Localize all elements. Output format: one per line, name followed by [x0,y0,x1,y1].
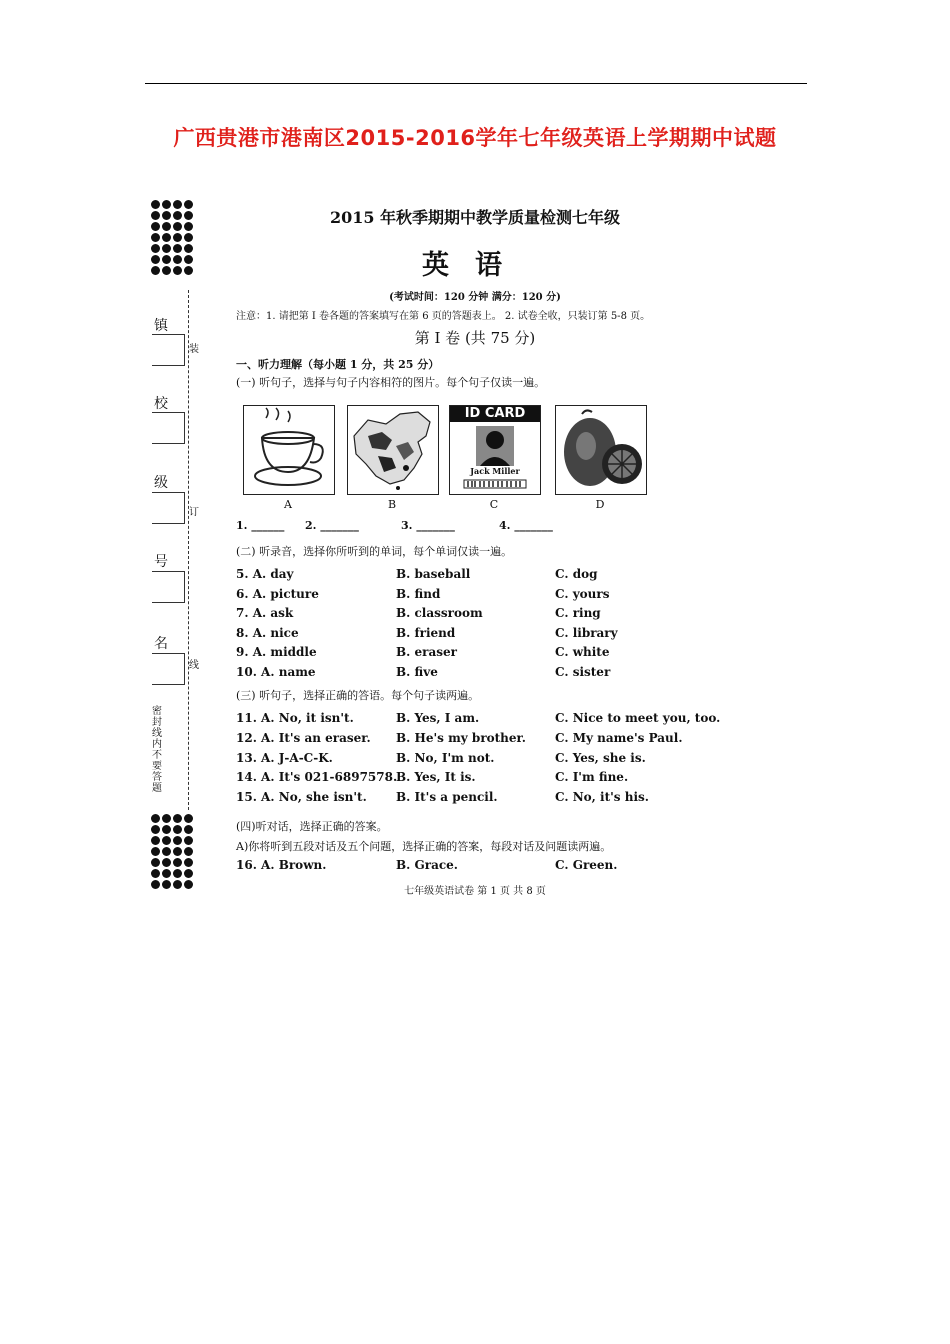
picture-a [243,405,335,495]
binding-dot [151,858,160,867]
picture-label-a: A [284,498,292,511]
binding-dot [162,244,171,253]
option-b[interactable]: B. friend [396,625,456,640]
option-a[interactable]: 9. A. middle [236,645,317,660]
binding-dot [162,847,171,856]
option-c[interactable]: C. dog [555,567,598,581]
picture-b [347,405,439,495]
binding-dot [184,255,193,264]
option-b[interactable]: B. Yes, I am. [396,711,480,725]
binding-dot [151,233,160,242]
binding-dot [173,814,182,823]
binding-dot [151,836,160,845]
binding-dot [151,847,160,856]
binding-dot [173,211,182,220]
exam-title: 2015 年秋季期期中教学质量检测七年级 [329,208,621,227]
option-b[interactable]: B. Grace. [396,858,458,872]
part3-instruction: (三) 听句子，选择正确的答语。每个句子读两遍。 [236,689,480,702]
part4-instruction: (四)听对话，选择正确的答案。 [236,820,388,833]
page-footer: 七年级英语试卷 第 1 页 共 8 页 [404,886,546,897]
answer-blank-3[interactable]: 3. _______ [401,519,455,532]
id-card-icon [450,422,540,494]
exam-note: 注意：1. 请把第 I 卷各题的答案填写在第 6 页的答题表上。 2. 试卷全收，只装订第 5-8 页。 [236,311,651,322]
option-c[interactable]: C. Nice to meet you, too. [555,711,721,725]
binding-dot [184,222,193,231]
option-c[interactable]: C. white [555,645,610,660]
binding-dot [173,858,182,867]
option-c[interactable]: C. Green. [555,858,618,872]
option-a[interactable]: 5. A. day [236,567,294,581]
binding-dot [173,200,182,209]
binding-dot [173,880,182,889]
answer-blank-2[interactable]: 2. _______ [305,519,359,532]
binding-dot [151,255,160,264]
binding-box-number [152,571,185,603]
exam-subject: 英语 [422,250,528,281]
binding-box-town [152,334,185,366]
binding-dot [173,836,182,845]
part-one-heading: 第 I 卷 (共 75 分) [414,329,536,347]
binding-dot [151,814,160,823]
option-c[interactable]: C. My name's Paul. [555,730,683,745]
option-a[interactable]: 14. A. It's 021-6897578. [236,770,398,785]
binding-dot [162,869,171,878]
binding-dot [184,233,193,242]
option-a[interactable]: 13. A. J-A-C-K. [236,750,333,765]
answer-blank-1[interactable]: 1. ______ [236,519,285,532]
binding-dot [162,858,171,867]
binding-dot [173,825,182,834]
binding-dot [184,814,193,823]
binding-dot [162,200,171,209]
binding-dot [184,200,193,209]
binding-box-name [152,653,185,685]
binding-dot [151,266,160,275]
binding-dot [173,869,182,878]
option-c[interactable]: C. yours [555,586,610,601]
binding-dot [151,200,160,209]
id-card-name: Jack Miller [470,466,520,476]
option-c[interactable]: C. No, it's his. [555,790,649,805]
binding-dashed-line [188,290,189,810]
binding-dot [184,211,193,220]
document-title: 广西贵港市港南区2015-2016学年七年级英语上学期期中试题 [173,126,777,150]
binding-dot [184,244,193,253]
option-c[interactable]: C. sister [555,665,611,679]
binding-dot [173,266,182,275]
option-a[interactable]: 10. A. name [236,665,316,679]
binding-dot [162,825,171,834]
picture-label-c: C [489,498,499,511]
binding-dot [173,222,182,231]
binding-dots-top [151,200,193,275]
binding-dot [162,266,171,275]
binding-dot [184,836,193,845]
picture-label-b: B [387,498,397,511]
option-c[interactable]: C. library [555,625,618,640]
binding-dot [184,880,193,889]
binding-box-school [152,412,185,444]
binding-dots-bottom [151,814,193,889]
picture-c [449,405,541,495]
binding-mark-xian: 线 [189,660,199,671]
option-c[interactable]: C. I'm fine. [555,770,629,785]
option-a[interactable]: 15. A. No, she isn't. [236,790,367,805]
answer-blank-4[interactable]: 4. _______ [499,519,553,532]
binding-dot [184,858,193,867]
binding-label-town: 镇 [154,318,168,334]
teacup-icon [244,406,334,494]
option-b[interactable]: B. baseball [396,567,471,581]
option-a[interactable]: 7. A. ask [236,606,294,621]
binding-dot [151,825,160,834]
binding-dot [162,880,171,889]
binding-warning-text: 密封线内不要答题 [152,706,162,794]
binding-dot [162,233,171,242]
binding-label-name: 名 [154,636,168,652]
china-map-icon [348,406,438,494]
orange-fruit-icon [556,406,646,494]
binding-label-school: 校 [154,396,168,412]
binding-dot [151,222,160,231]
binding-dot [151,211,160,220]
option-a[interactable]: 8. A. nice [236,625,299,640]
binding-box-grade [152,492,185,524]
exam-time-info: (考试时间：120 分钟 满分：120 分) [389,292,561,303]
id-card-header: ID CARD [450,406,540,422]
option-c[interactable]: C. Yes, she is. [555,750,646,765]
picture-label-d: D [595,498,605,511]
binding-dot [151,869,160,878]
binding-dot [162,836,171,845]
binding-label-grade: 级 [154,475,168,491]
binding-dot [184,869,193,878]
binding-dot [173,233,182,242]
picture-d [555,405,647,495]
option-b[interactable]: B. eraser [396,645,457,660]
binding-dot [173,255,182,264]
option-b[interactable]: B. Yes, It is. [396,770,476,785]
binding-dot [151,880,160,889]
binding-dot [162,222,171,231]
option-b[interactable]: B. five [396,665,438,679]
option-a[interactable]: 12. A. It's an eraser. [236,730,371,745]
binding-dot [162,255,171,264]
part2-instruction: (二) 听录音，选择你所听到的单词，每个单词仅读一遍。 [236,545,513,558]
part4-sub-instruction: A)你将听到五段对话及五个问题，选择正确的答案，每段对话及问题读两遍。 [236,840,612,853]
binding-dot [173,847,182,856]
option-a[interactable]: 16. A. Brown. [236,858,327,872]
binding-label-number: 号 [154,554,168,570]
binding-dot [162,814,171,823]
option-b[interactable]: B. classroom [396,606,483,621]
binding-dot [162,211,171,220]
option-b[interactable]: B. find [396,586,441,601]
option-b[interactable]: B. He's my brother. [396,730,526,745]
binding-dot [184,847,193,856]
option-b[interactable]: B. It's a pencil. [396,790,498,805]
option-c[interactable]: C. ring [555,606,601,621]
option-a[interactable]: 11. A. No, it isn't. [236,711,354,725]
binding-dot [184,266,193,275]
binding-dot [184,825,193,834]
section-title: 一、听力理解（每小题 1 分，共 25 分） [236,358,440,371]
binding-dot [151,244,160,253]
option-a[interactable]: 6. A. picture [236,586,319,601]
top-rule [145,83,807,84]
binding-mark-zhuang: 装 [189,344,199,355]
binding-dot [173,244,182,253]
binding-mark-ding: 订 [189,507,199,518]
option-b[interactable]: B. No, I'm not. [396,750,495,765]
part1-instruction: (一) 听句子，选择与句子内容相符的图片。每个句子仅读一遍。 [236,376,546,389]
